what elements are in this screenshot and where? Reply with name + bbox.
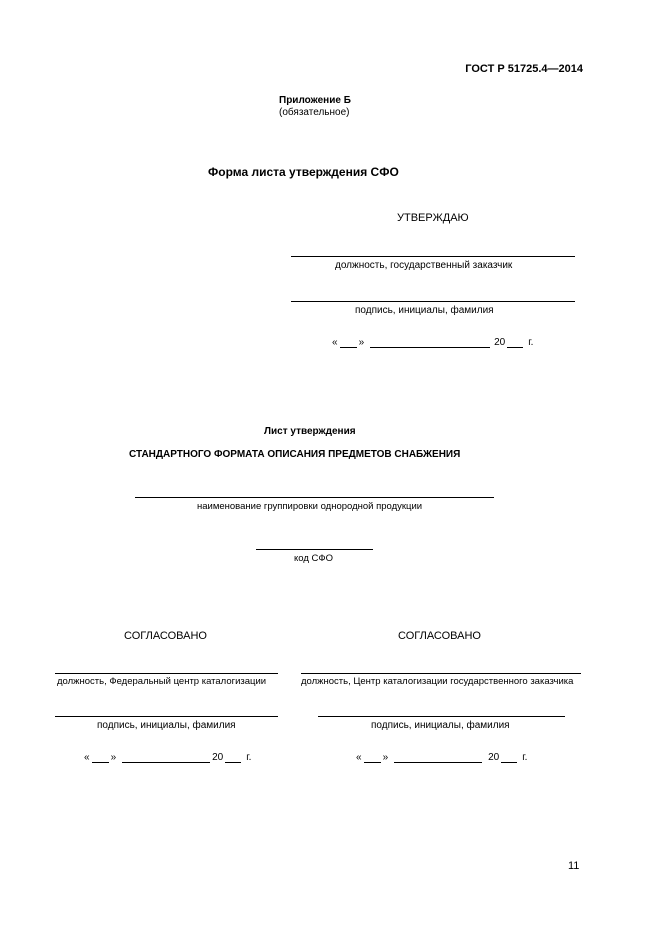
date-year-blank [507,338,523,348]
approve-position-line [291,256,575,257]
date-year-prefix: 20 [488,752,500,763]
date-open-quote: « [84,752,90,763]
appendix-status: (обязательное) [279,107,350,118]
agreed-right-signature-caption: подпись, инициалы, фамилия [371,720,510,731]
date-close-quote: » [110,752,117,763]
date-year-suffix: г. [246,752,252,763]
date-open-quote: « [356,752,362,763]
approve-signature-line [291,301,575,302]
sheet-title: Лист утверждения [264,426,356,437]
date-day-blank [92,753,109,763]
date-month-blank [122,753,210,763]
agreed-left-position-line [55,673,278,674]
agreed-right-heading: СОГЛАСОВАНО [398,630,481,642]
group-name-caption: наименование группировки однородной продукции [197,501,423,512]
agreed-right-position-caption: должность, Центр каталогизации государственного заказчика [301,676,574,687]
code-line [256,549,373,550]
date-open-quote: « [332,337,338,348]
date-day-blank [340,338,357,348]
standard-number: ГОСТ Р 51725.4—2014 [465,63,583,75]
agreed-left-heading: СОГЛАСОВАНО [124,630,207,642]
page-number: 11 [568,860,580,872]
date-day-blank [364,753,381,763]
agreed-left-position-caption: должность, Федеральный центр каталогизации [57,676,267,687]
date-month-blank [370,338,490,348]
sheet-subtitle: СТАНДАРТНОГО ФОРМАТА ОПИСАНИЯ ПРЕДМЕТОВ СНАБЖЕНИЯ [129,449,461,460]
approve-position-caption: должность, государственный заказчик [335,260,513,271]
agreed-right-position-line [301,673,581,674]
code-caption: код СФО [294,553,333,564]
agreed-right-date [356,752,527,763]
form-title: Форма листа утверждения СФО [208,165,399,179]
approve-signature-caption: подпись, инициалы, фамилия [355,305,494,316]
date-year-prefix: 20 [212,752,224,763]
agreed-left-signature-caption: подпись, инициалы, фамилия [97,720,236,731]
date-close-quote: » [358,337,365,348]
group-name-line [135,497,494,498]
date-year-suffix: г. [522,752,528,763]
date-close-quote: » [382,752,389,763]
appendix-title: Приложение Б [279,95,351,106]
date-year-suffix: г. [528,337,534,348]
date-month-blank [394,753,482,763]
approve-date [332,337,533,348]
date-year-blank [225,753,241,763]
agreed-left-signature-line [55,716,278,717]
date-year-blank [501,753,517,763]
agreed-left-date [84,752,251,763]
agreed-right-signature-line [318,716,565,717]
approve-heading: УТВЕРЖДАЮ [397,212,469,224]
date-year-prefix: 20 [494,337,506,348]
